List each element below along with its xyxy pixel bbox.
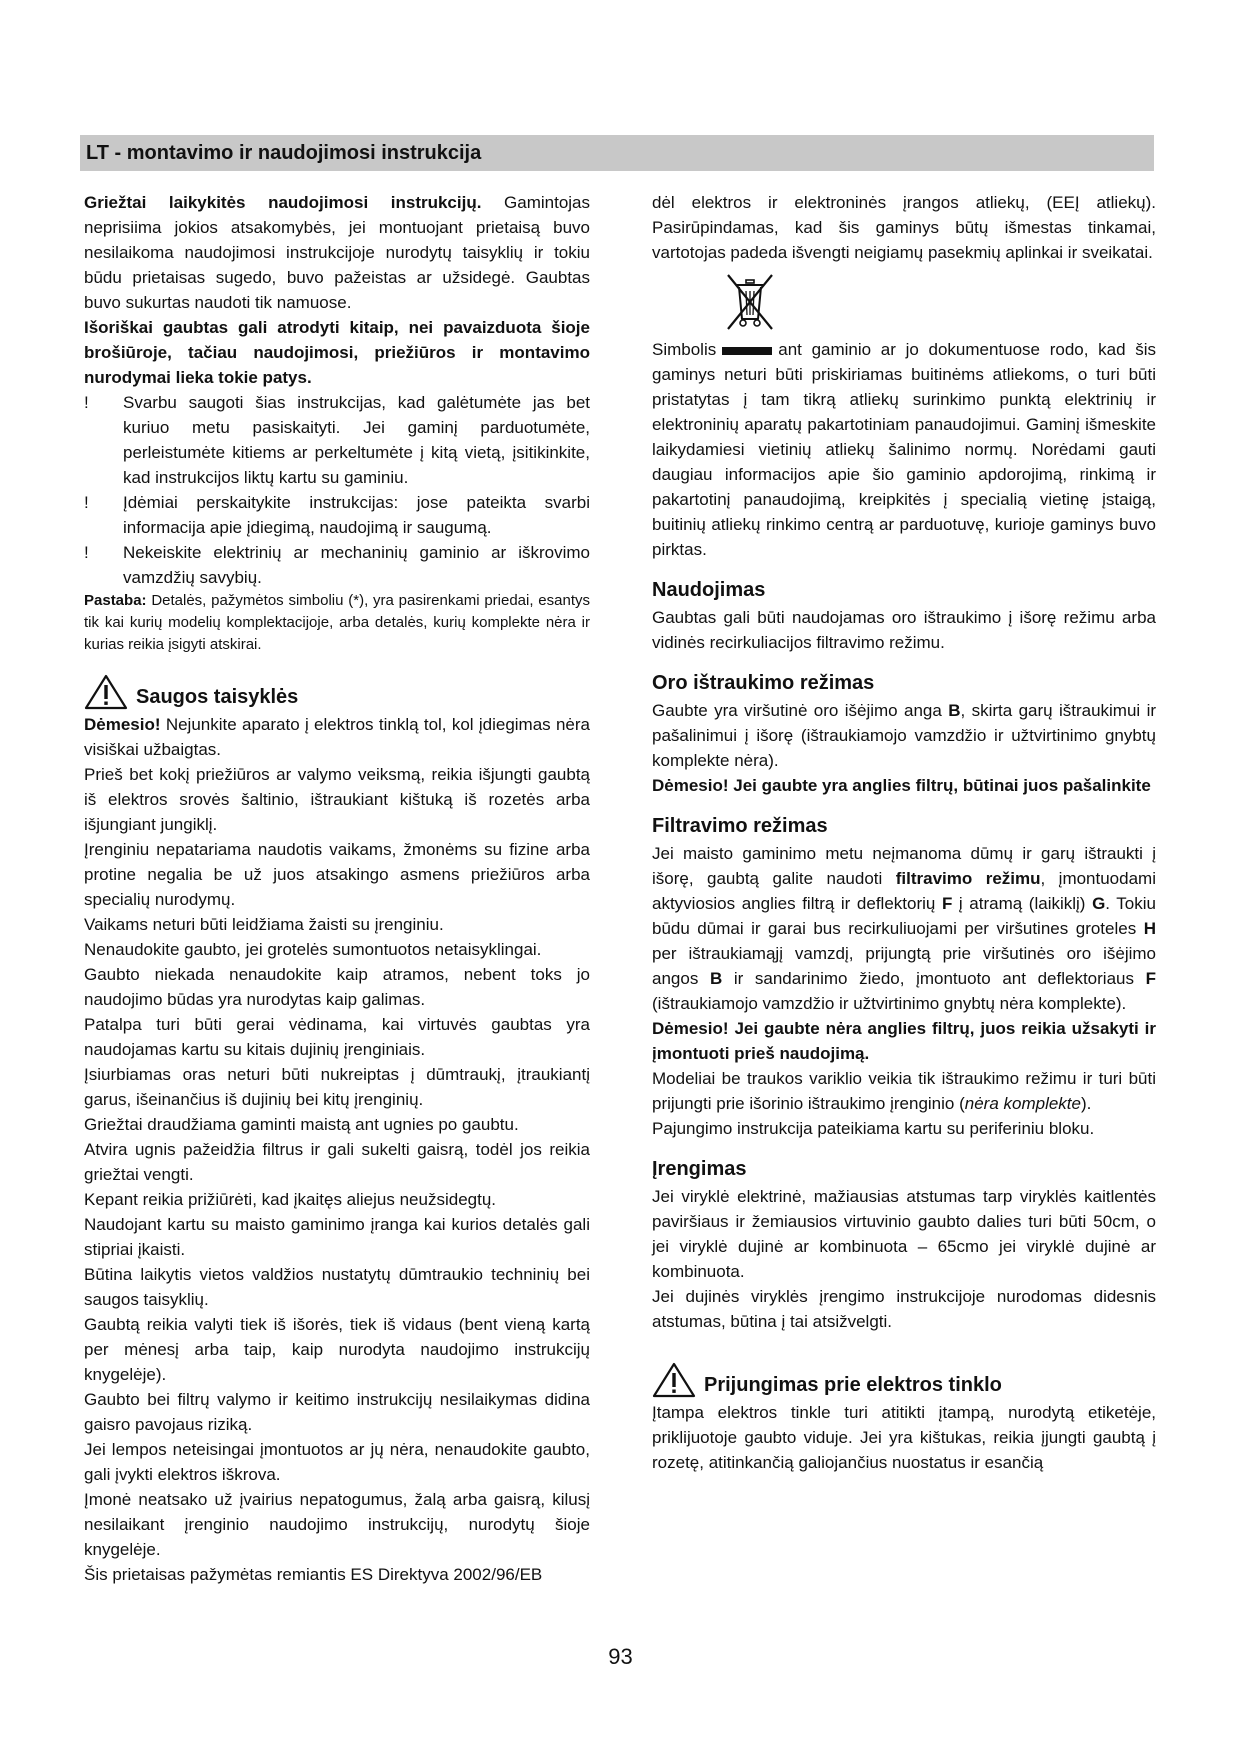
section-title: LT - montavimo ir naudojimosi instrukcija [86,141,482,164]
filter-paragraph [652,841,1156,1016]
extraction-bold-b: B [948,701,961,720]
safety-paragraph: Atvira ugnis pažeidžia filtrus ir gali sukelti gaisrą, todėl jos reikia griežtai vengti. [84,1140,590,1184]
right-column [652,190,1156,1475]
filter-text: . Tokiu būdu dūmai ir garai bus recirkuliuojami per viršutines groteles [652,894,1156,938]
intro-text: Gamintojas neprisiima jokios atsakomybės, jei montuojant prietaisą buvo nesilaikoma naudojimosi instrukcijoje nurodytų taisyklių ir tokiu būdu prietaisas sugedo, buvo pažeistas ar užsidegė. Gaubtas buvo sukurtas naudoti tik namuose. [84,193,591,312]
filter-bold: F [941,894,953,913]
safety-paragraph: Prieš bet kokį priežiūros ar valymo veiksmą, reikia išjungti gaubtą iš elektros srovės šaltinio, ištraukiant kištuką iš rozetės arba išjungiant jungiklį. [84,765,590,834]
peripheral-paragraph: Pajungimo instrukcija pateikiama kartu su periferiniu bloku. [652,1119,1095,1138]
electric-paragraph: Įtampa elektros tinkle turi atitikti įtampą, nurodytą etiketėje, priklijuotoje gaubto viduje. Jei yra kištukas, reikia įjungti gaubtą į rozetę, atitinkančią galiojančius nuostatus ir esančią [652,1403,1156,1472]
intro-bold: Griežtai laikykitės naudojimosi instrukcijų. [84,193,482,212]
warning-triangle-icon [84,674,128,710]
filter-bold: F [1145,969,1156,988]
electric-heading: Prijungimas prie elektros tinklo [704,1374,1002,1396]
symbol-text: ant gaminio ar jo dokumentuose rodo, kad šis gaminys neturi būti priskiriamas buitinėms atliekoms, o turi būti pristatytas į tam tikrą atliekų surinkimo punktą elektrinių ir elektroninių aparatų pakartotiniam panaudojimui. Gaminį išmeskite laikydamiesi vietinių atliekų šalinimo normų. Norėdami gauti daugiau informacijos apie šio gaminio apdorojimą, rinkimą ir pakartotinį panaudojimą, kreipkitės į specialią vietinę įstaigą, buitinių atliekų rinkimo centrą ar parduotuvę, kurioje gaminys buvo pirktas. [652,340,1156,559]
filter-heading: Filtravimo režimas [652,815,828,837]
safety-paragraph: Gaubto bei filtrų valymo ir keitimo instrukcijų nesilaikymas didina gaisro pavojaus riziką. [84,1390,590,1434]
models-end: ). [1080,1094,1092,1113]
safety-paragraph: Nenaudokite gaubto, jei grotelės sumontuotos netaisyklingai. [84,940,542,959]
section-header-bar [80,135,1154,171]
safety-paragraph: Gaubtą reikia valyti tiek iš išorės, tiek iš vidaus (bent vieną kartą per mėnesį arba taip, kaip nurodyta naudojimo instrukcijų knygelėje). [84,1315,590,1384]
exclamation-mark: ! [84,393,89,412]
note-paragraph [84,590,590,656]
safety-paragraph: Gaubto niekada nenaudokite kaip atramos, nebent toks jo naudojimo būdas yra nurodytas kaip galimas. [84,965,590,1009]
important-item [84,390,590,490]
filter-bold: G [1092,894,1106,913]
filter-text: Jei maisto gaminimo metu neįmanoma dūmų ir garų ištraukti į išorę, gaubtą galite naudoti [652,844,1156,888]
safety-heading: Saugos taisyklės [136,686,299,708]
install-heading: Įrengimas [652,1158,747,1180]
symbol-word: Simbolis [652,340,717,359]
symbol-paragraph [652,337,1156,562]
extraction-warning [652,773,1156,798]
crossed-bin-icon [720,271,780,335]
models-text: Modeliai be traukos variklio veikia tik ištraukimo režimu ir turi būti prijungti prie išorinio ištraukimo įrenginio ( [652,1069,1156,1113]
filter-text: į atramą (laikiklį) [952,894,1093,913]
important-item [84,490,590,540]
attention-text: Nejunkite aparato į elektros tinklą tol, kol įdiegimas nėra visiškai užbaigtas. [84,715,590,759]
filter-warning [652,1016,1156,1066]
safety-heading-row [84,674,590,710]
filter-bold: B [709,969,723,988]
extraction-heading: Oro ištraukimo režimas [652,672,875,694]
important-item-text: Svarbu saugoti šias instrukcijas, kad galėtumėte jas bet kuriuo metu pasiskaityti. Jei gaminį parduotumėte, perleistumėte kitiems ar perkeltumėte į kitą vietą, įsitikinkite, kad instrukcijos liktų kartu su gaminiu. [123,393,590,487]
safety-paragraph: Kepant reikia prižiūrėti, kad įkaitęs aliejus neužsidegtų. [84,1190,497,1209]
filter-bold: filtravimo režimu [895,869,1041,888]
safety-paragraph: Vaikams neturi būti leidžiama žaisti su įrenginiu. [84,915,444,934]
exclamation-mark: ! [84,543,89,562]
appearance-note [84,315,590,390]
usage-heading: Naudojimas [652,579,766,601]
install-paragraph: Jei viryklė elektrinė, mažiausias atstumas tarp viryklės kaitlentės paviršiaus ir žemiausios virtuvinio gaubto dalies turi būti 50cm, o jei viryklė dujinė ar kombinuota – 65cmo jei viryklė dujinė ar kombinuota. [652,1187,1156,1281]
intro-paragraph [84,190,590,315]
electric-heading-row [652,1362,1156,1398]
important-item [84,540,590,590]
safety-paragraph: Patalpa turi būti gerai vėdinama, kai virtuvės gaubtas yra naudojamas kartu su kitais dujinių įrenginiais. [84,1015,590,1059]
exclamation-mark: ! [84,493,89,512]
safety-paragraph: Įmonė neatsako už įvairius nepatogumus, žalą arba gaisrą, kilusį nesilaikant įrenginio naudojimo instrukcijų, nurodytų šioje knygelėje. [84,1490,590,1559]
safety-paragraph: Naudojant kartu su maisto gaminimo įranga kai kurios detalės gali stipriai įkaisti. [84,1215,590,1259]
safety-paragraph: Jei lempos neteisingai įmontuotos ar jų nėra, nenaudokite gaubto, gali įvykti elektros iškrova. [84,1440,590,1484]
extraction-warning-bold: Dėmesio! Jei gaubte yra anglies filtrų, būtinai juos pašalinkite [652,776,1151,795]
filter-warning-bold: Dėmesio! Jei gaubte nėra anglies filtrų, juos reikia užsakyti ir įmontuoti prieš naudojimą. [652,1019,1156,1063]
important-item-text: Nekeiskite elektrinių ar mechaninių gaminio ar iškrovimo vamzdžių savybių. [123,543,590,587]
filter-text: ir sandarinimo žiedo, įmontuoto ant deflektoriaus [722,969,1146,988]
usage-paragraph: Gaubtas gali būti naudojamas oro ištraukimo į išorę režimu arba vidinės recirkuliacijos filtravimo režimu. [652,608,1156,652]
attention-label: Dėmesio! [84,715,161,734]
extraction-text: , skirta garų ištraukimui ir pašalinimui į išorę (ištraukiamojo vamzdžio ir užtvirtinimo gnybtų komplekte nėra). [652,701,1157,770]
filter-text: , įmontuodami aktyviosios anglies filtrą ir deflektorių [652,869,1156,913]
extraction-text: Gaubte yra viršutinė oro išėjimo anga [652,701,949,720]
safety-paragraph: Įsiurbiamas oras neturi būti nukreiptas į dūmtraukį, įtraukiantį garus, išeinančius iš dujinių bei kitų įrenginių. [84,1065,590,1109]
appearance-bold: Išoriškai gaubtas gali atrodyti kitaip, nei pavaizduota šioje brošiūroje, tačiau naudojimosi, priežiūros ir montavimo nurodymai lieka tokie patys. [84,318,590,387]
extraction-paragraph [652,698,1156,773]
install-paragraph: Jei dujinės viryklės įrengimo instrukcijoje nurodomas didesnis atstumas, būtina į tai atsižvelgti. [652,1287,1156,1331]
warning-triangle-icon [652,1362,696,1398]
important-item-text: Įdėmiai perskaitykite instrukcijas: jose pateikta svarbi informacija apie įdiegimą, naudojimą ir saugumą. [123,493,590,537]
attention-paragraph [84,712,590,762]
note-label: Pastaba: [84,592,147,609]
note-text: Detalės, pažymėtos simboliu (*), yra pasirenkami priedai, esantys tik kai kurių modelių komplektacijoje, arba detalės, kurių komplekte nėra ir kurias reikia įsigyti atskirai. [84,592,590,653]
safety-paragraph: Būtina laikytis vietos valdžios nustatytų dūmtraukio techninių bei saugos taisyklių. [84,1265,590,1309]
models-italic: nėra komplekte [964,1094,1081,1113]
safety-paragraph: Griežtai draudžiama gaminti maistą ant ugnies po gaubtu. [84,1115,519,1134]
left-column [84,190,590,1587]
filter-text: per ištraukiamąjį vamzdį, prijungtą prie viršutinės oro išėjimo angos [652,944,1156,988]
safety-paragraph: Įrenginiu nepatariama naudotis vaikams, žmonėms su fizine arba protine negalia be už juos atsakingo asmens priežiūros arba specialių nurodymų. [84,840,590,909]
filter-text: (ištraukiamojo vamzdžio ir užtvirtinimo gnybtų nėra komplekte). [652,994,1127,1013]
safety-paragraph: Šis prietaisas pažymėtas remiantis ES Direktyva 2002/96/EB [84,1565,543,1584]
filter-bold: H [1143,919,1156,938]
weee-paragraph: dėl elektros ir elektroninės įrangos atliekų, (EEĮ atliekų). Pasirūpindamas, kad šis gaminys būtų išmestas tinkamai, vartotojas padeda išvengti neigiamų pasekmių aplinkai ir sveikatai. [652,193,1156,262]
page-number: 93 [608,1644,633,1669]
black-bar-symbol [722,347,772,355]
weee-symbol-wrap [652,271,1156,335]
models-paragraph [652,1066,1156,1116]
